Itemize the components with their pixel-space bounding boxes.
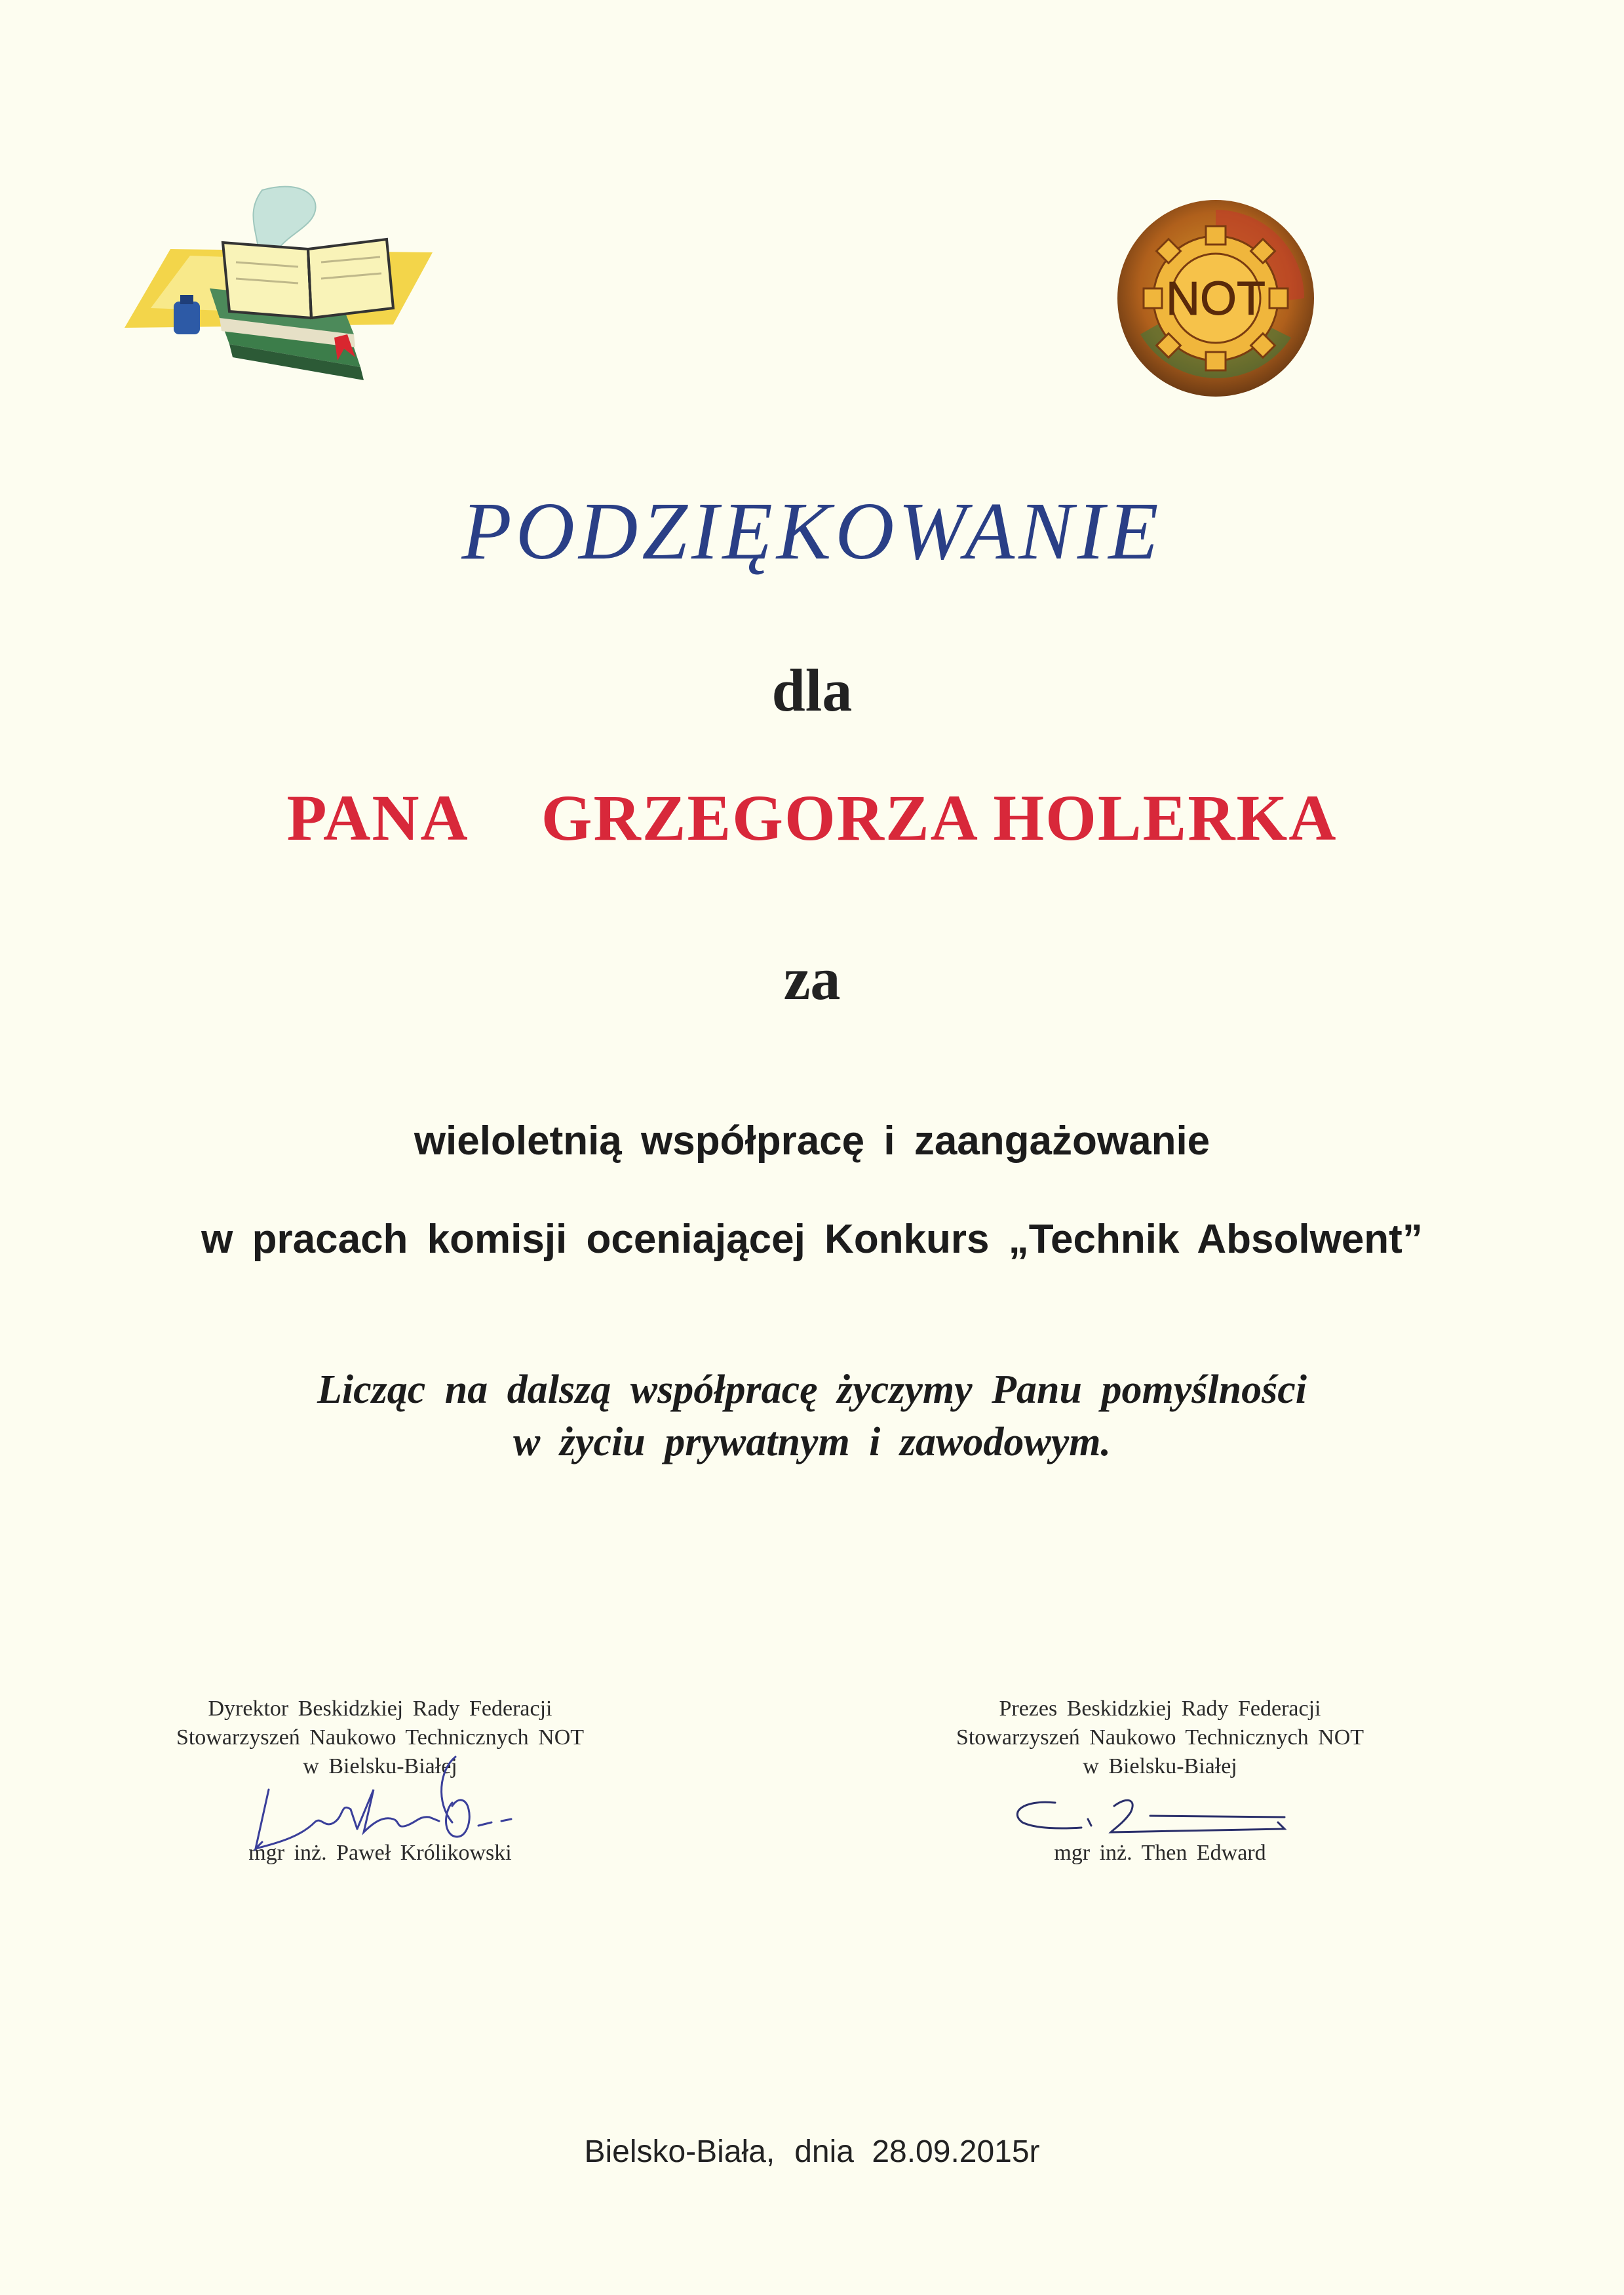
handwritten-signature-right bbox=[996, 1783, 1298, 1855]
wish-line-1: Licząc na dalszą współpracę życzymy Panu pomyślności bbox=[317, 1367, 1307, 1412]
signatory-title-line-1: Prezes Beskidzkiej Rady Federacji bbox=[999, 1697, 1321, 1721]
signatory-title-line-1: Dyrektor Beskidzkiej Rady Federacji bbox=[208, 1697, 552, 1721]
open-book-quill-icon bbox=[111, 177, 439, 393]
not-gear-emblem-icon bbox=[1114, 197, 1317, 400]
not-emblem-text: NOT bbox=[1166, 273, 1266, 325]
signature-block-right bbox=[865, 1695, 1455, 1865]
wish-line-2: w życiu prywatnym i zawodowym. bbox=[513, 1420, 1111, 1464]
for-label: dla bbox=[771, 657, 853, 724]
signatory-name: mgr inż. Paweł Królikowski bbox=[248, 1841, 512, 1865]
place-and-date bbox=[0, 2134, 1624, 2170]
recipient-salutation: PANA bbox=[286, 781, 469, 854]
signatory-title-line-2: Stowarzyszeń Naukowo Technicznych NOT bbox=[176, 1725, 585, 1750]
signatory-title-line-3: w Bielsku-Białej bbox=[303, 1754, 457, 1778]
handwritten-signature-left bbox=[242, 1744, 537, 1855]
certificate-title: PODZIĘKOWANIE bbox=[461, 486, 1163, 577]
issue-date: dnia 28.09.2015r bbox=[794, 2134, 1040, 2169]
recipient-name bbox=[0, 780, 1624, 855]
signatory-name: mgr inż. Then Edward bbox=[1054, 1841, 1266, 1865]
place: Bielsko-Biała, bbox=[584, 2134, 775, 2169]
recipient-fullname: GRZEGORZA HOLERKA bbox=[541, 781, 1338, 854]
reason-line-2: w pracach komisji oceniającej Konkurs „Technik Absolwent” bbox=[201, 1217, 1423, 1262]
signatory-title-line-2: Stowarzyszeń Naukowo Technicznych NOT bbox=[956, 1725, 1364, 1750]
reason-line-1: wieloletnią współpracę i zaangażowanie bbox=[414, 1118, 1210, 1164]
signatory-title-line-3: w Bielsku-Białej bbox=[1083, 1754, 1237, 1778]
because-label: za bbox=[783, 945, 841, 1012]
